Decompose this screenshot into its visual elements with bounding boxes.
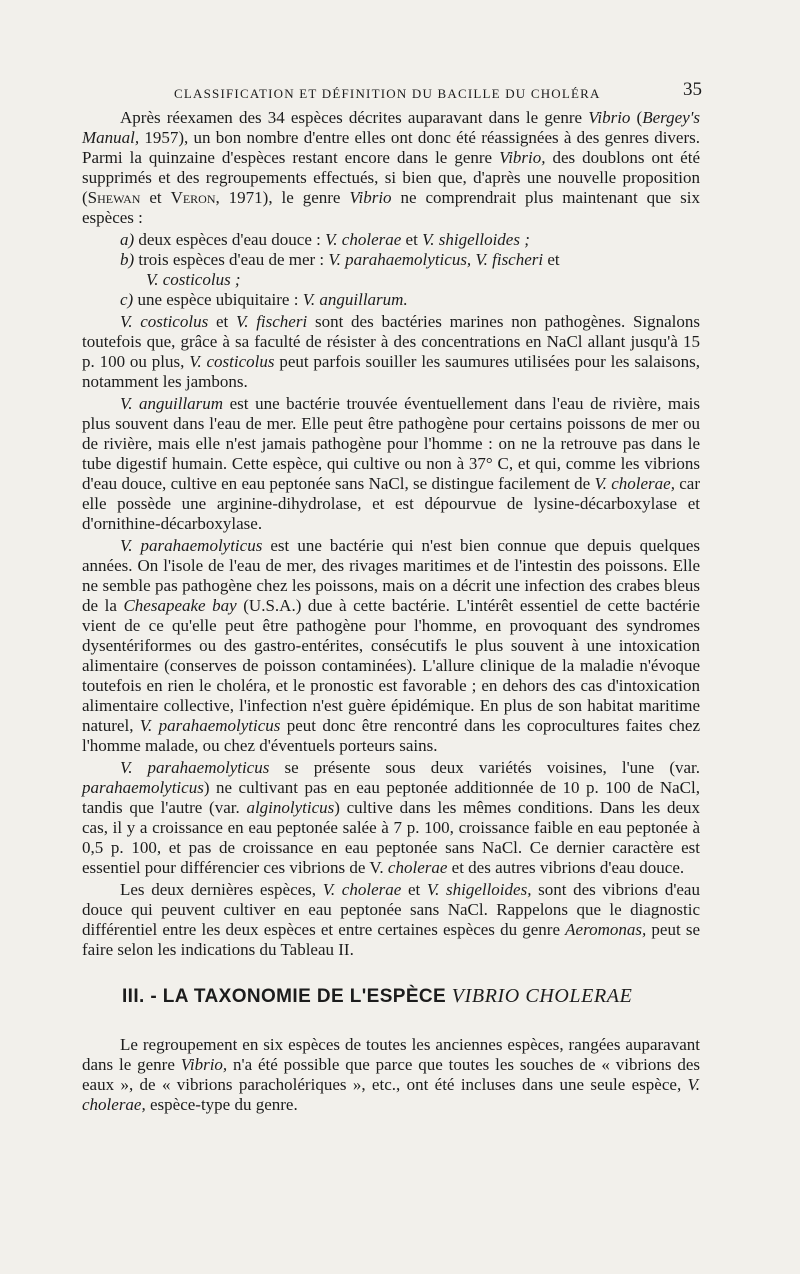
italic-text: Vibrio [588,108,631,127]
italic-text: V. costicolus [189,352,275,371]
italic-text: Vibrio [349,188,392,207]
italic-text: V. cholerae [322,880,402,899]
text: n'a été possible que parce que toutes les souches de « vibrions des eaux », de « vibrions paracholériques », etc., ont été incluses dans une seule espèce, [82,1055,700,1094]
italic-text: Chesapeake bay [123,596,237,615]
text: (U.S.A.) due à cette bactérie. L'intérêt essentiel de cette bactérie vient de ce qu'elle peut être pathogène pour l'homme, en provoquant des syndromes dysentériformes ou des gastro-entérites, consécutifs le plus souvent à une intoxication alimentaire (conserves de poisson contaminées). L'allure clinique de la maladie n'évoque toutefois en rien le choléra, et le pronostic est favorable ; en dehors des cas d'intoxication alimentaire collective, l'infection n'est guère épidémique. En plus de son habitat maritime naturel, [82,596,700,735]
list-label: b) [120,250,135,269]
list-item-b [82,250,700,290]
text: Les deux dernières espèces, [120,880,323,899]
italic-text: alginolyticus [246,798,335,817]
page-header [82,79,702,104]
paragraph-7 [82,1035,700,1115]
text: est une bactérie trouvée éventuellement dans l'eau de rivière, mais plus souvent dans l'eau de mer. Elle peut être pathogène pour certains poissons de mer ou de rivière, mais elle n'est jamais pathogène pour l'homme : on ne la retrouve pas dans le tube digestif humain. Cette espèce, qui cultive ou non à 37° C, et qui, comme les vibrions d'eau douce, cultive en eau peptonée sans NaCl, se distingue facilement de [82,394,700,493]
text: et [401,230,423,249]
italic-text: V. anguillarum [120,394,224,413]
text: ) cultive dans les mêmes conditions. Dans les deux cas, il y a croissance en eau peptonée salée à 7 p. 100, croissance faible en eau peptonée à 0,5 p. 100, et pas de croissance en eau peptonée sans NaCl. Ce dernier caractère est essentiel pour différencier ces vibrions de V. [82,798,701,877]
running-head: CLASSIFICATION ET DÉFINITION DU BACILLE DU CHOLÉRA [174,86,601,101]
list-label: c) [120,290,134,309]
text: ( [630,108,643,127]
italic-text: Bergey's Manual, [82,108,700,147]
text: se présente sous deux variétés voisines, l'une (var. [269,758,700,777]
paragraph-3 [82,394,700,534]
species-list [82,230,700,310]
paragraph-1 [82,108,700,228]
author-name: Veron [170,188,216,207]
italic-text: V. cholerae [325,230,402,249]
text: des doublons ont été supprimés et des regroupements effectués, si bien que, d'après une nouvelle proposition ( [82,148,700,207]
text: car elle possède une arginine-dihydrolase, et est dépourvue de lysine-décarboxylase et d'ornithine-décarboxylase. [82,474,700,533]
italic-text: V. fischeri [236,312,308,331]
text: deux espèces d'eau douce : [134,230,326,249]
italic-text: V. cholerae, [82,1075,700,1114]
italic-text: V. parahaemolyticus [120,758,270,777]
paragraph-5 [82,758,700,878]
list-item-c [82,290,700,310]
author-name: Shewan [87,188,141,207]
italic-text: V. shigelloides, [426,880,532,899]
text: et [401,880,427,899]
text: 1957), un bon nombre d'entre elles ont donc été réassignées à des genres divers. Parmi la quinzaine d'espèces restant encore dans le genre [82,128,700,167]
text: peut se faire selon les indications du Tableau II. [82,920,700,959]
italic-text: V. cholerae, [594,474,675,493]
text: peut donc être rencontré dans les coprocultures faites chez l'homme malade, ou chez d'éventuels porteurs sains. [82,716,700,755]
page [82,79,702,1115]
paragraph-2 [82,312,700,392]
italic-text: Aeromonas, [565,920,647,939]
italic-text: Vibrio, [499,148,546,167]
italic-text: V. anguillarum. [302,290,408,309]
text: , 1971), le genre [215,188,350,207]
paragraph-6 [82,880,700,960]
text: trois espèces d'eau de mer : [134,250,329,269]
text: et des autres vibrions d'eau douce. [447,858,685,877]
paragraph-4 [82,536,700,756]
text: espèce-type du genre. [145,1095,298,1114]
italic-text: V. shigelloides ; [422,230,530,249]
italic-text: V. costicolus ; [146,270,241,289]
text: peut parfois souiller les saumures utilisées pour les salaisons, notamment les jambons. [82,352,701,391]
text: et [543,250,560,269]
text: une espèce ubiquitaire : [133,290,303,309]
list-continuation [120,270,700,290]
list-item-a [82,230,700,250]
section-heading-italic: VIBRIO CHOLERAE [451,985,633,1007]
text: ne comprendrait plus maintenant que six espèces : [82,188,700,227]
italic-text: cholerae [387,858,448,877]
italic-text: V. parahaemolyticus [120,536,263,555]
page-number: 35 [683,79,702,100]
text: Après réexamen des 34 espèces décrites auparavant dans le genre [120,108,589,127]
italic-text: V. costicolus [120,312,209,331]
list-label: a) [120,230,135,249]
text: est une bactérie qui n'est bien connue que depuis quelques années. On l'isole de l'eau de mer, des rivages maritimes et de l'intestin des poissons. Elle ne semble pas pathogène chez les poissons, mais on a décrit une infection des crabes bleus de la [82,536,701,615]
italic-text: V. parahaemolyticus [139,716,281,735]
italic-text: V. parahaemolyticus, V. fischeri [328,250,544,269]
text: et [208,312,236,331]
text: sont des vibrions d'eau douce qui peuvent cultiver en eau peptonée sans NaCl. Rappelons que le diagnostic différentiel entre les deux espèces et entre certaines espèces du genre [82,880,700,939]
section-heading-text: III. - LA TAXONOMIE DE L'ESPÈCE [122,986,452,1007]
text: et [140,188,171,207]
text: sont des bactéries marines non pathogènes. Signalons toutefois que, grâce à sa faculté de résister à des concentrations en NaCl allant jusqu'à 15 p. 100 ou plus, [82,312,701,371]
italic-text: parahaemolyticus [82,778,204,797]
section-heading [122,986,700,1007]
text: Le regroupement en six espèces de toutes les anciennes espèces, rangées auparavant dans le genre [82,1035,700,1074]
italic-text: Vibrio, [180,1055,228,1074]
text: ) ne cultivant pas en eau peptonée additionnée de 10 p. 100 de NaCl, tandis que l'autre (var. [82,778,700,817]
